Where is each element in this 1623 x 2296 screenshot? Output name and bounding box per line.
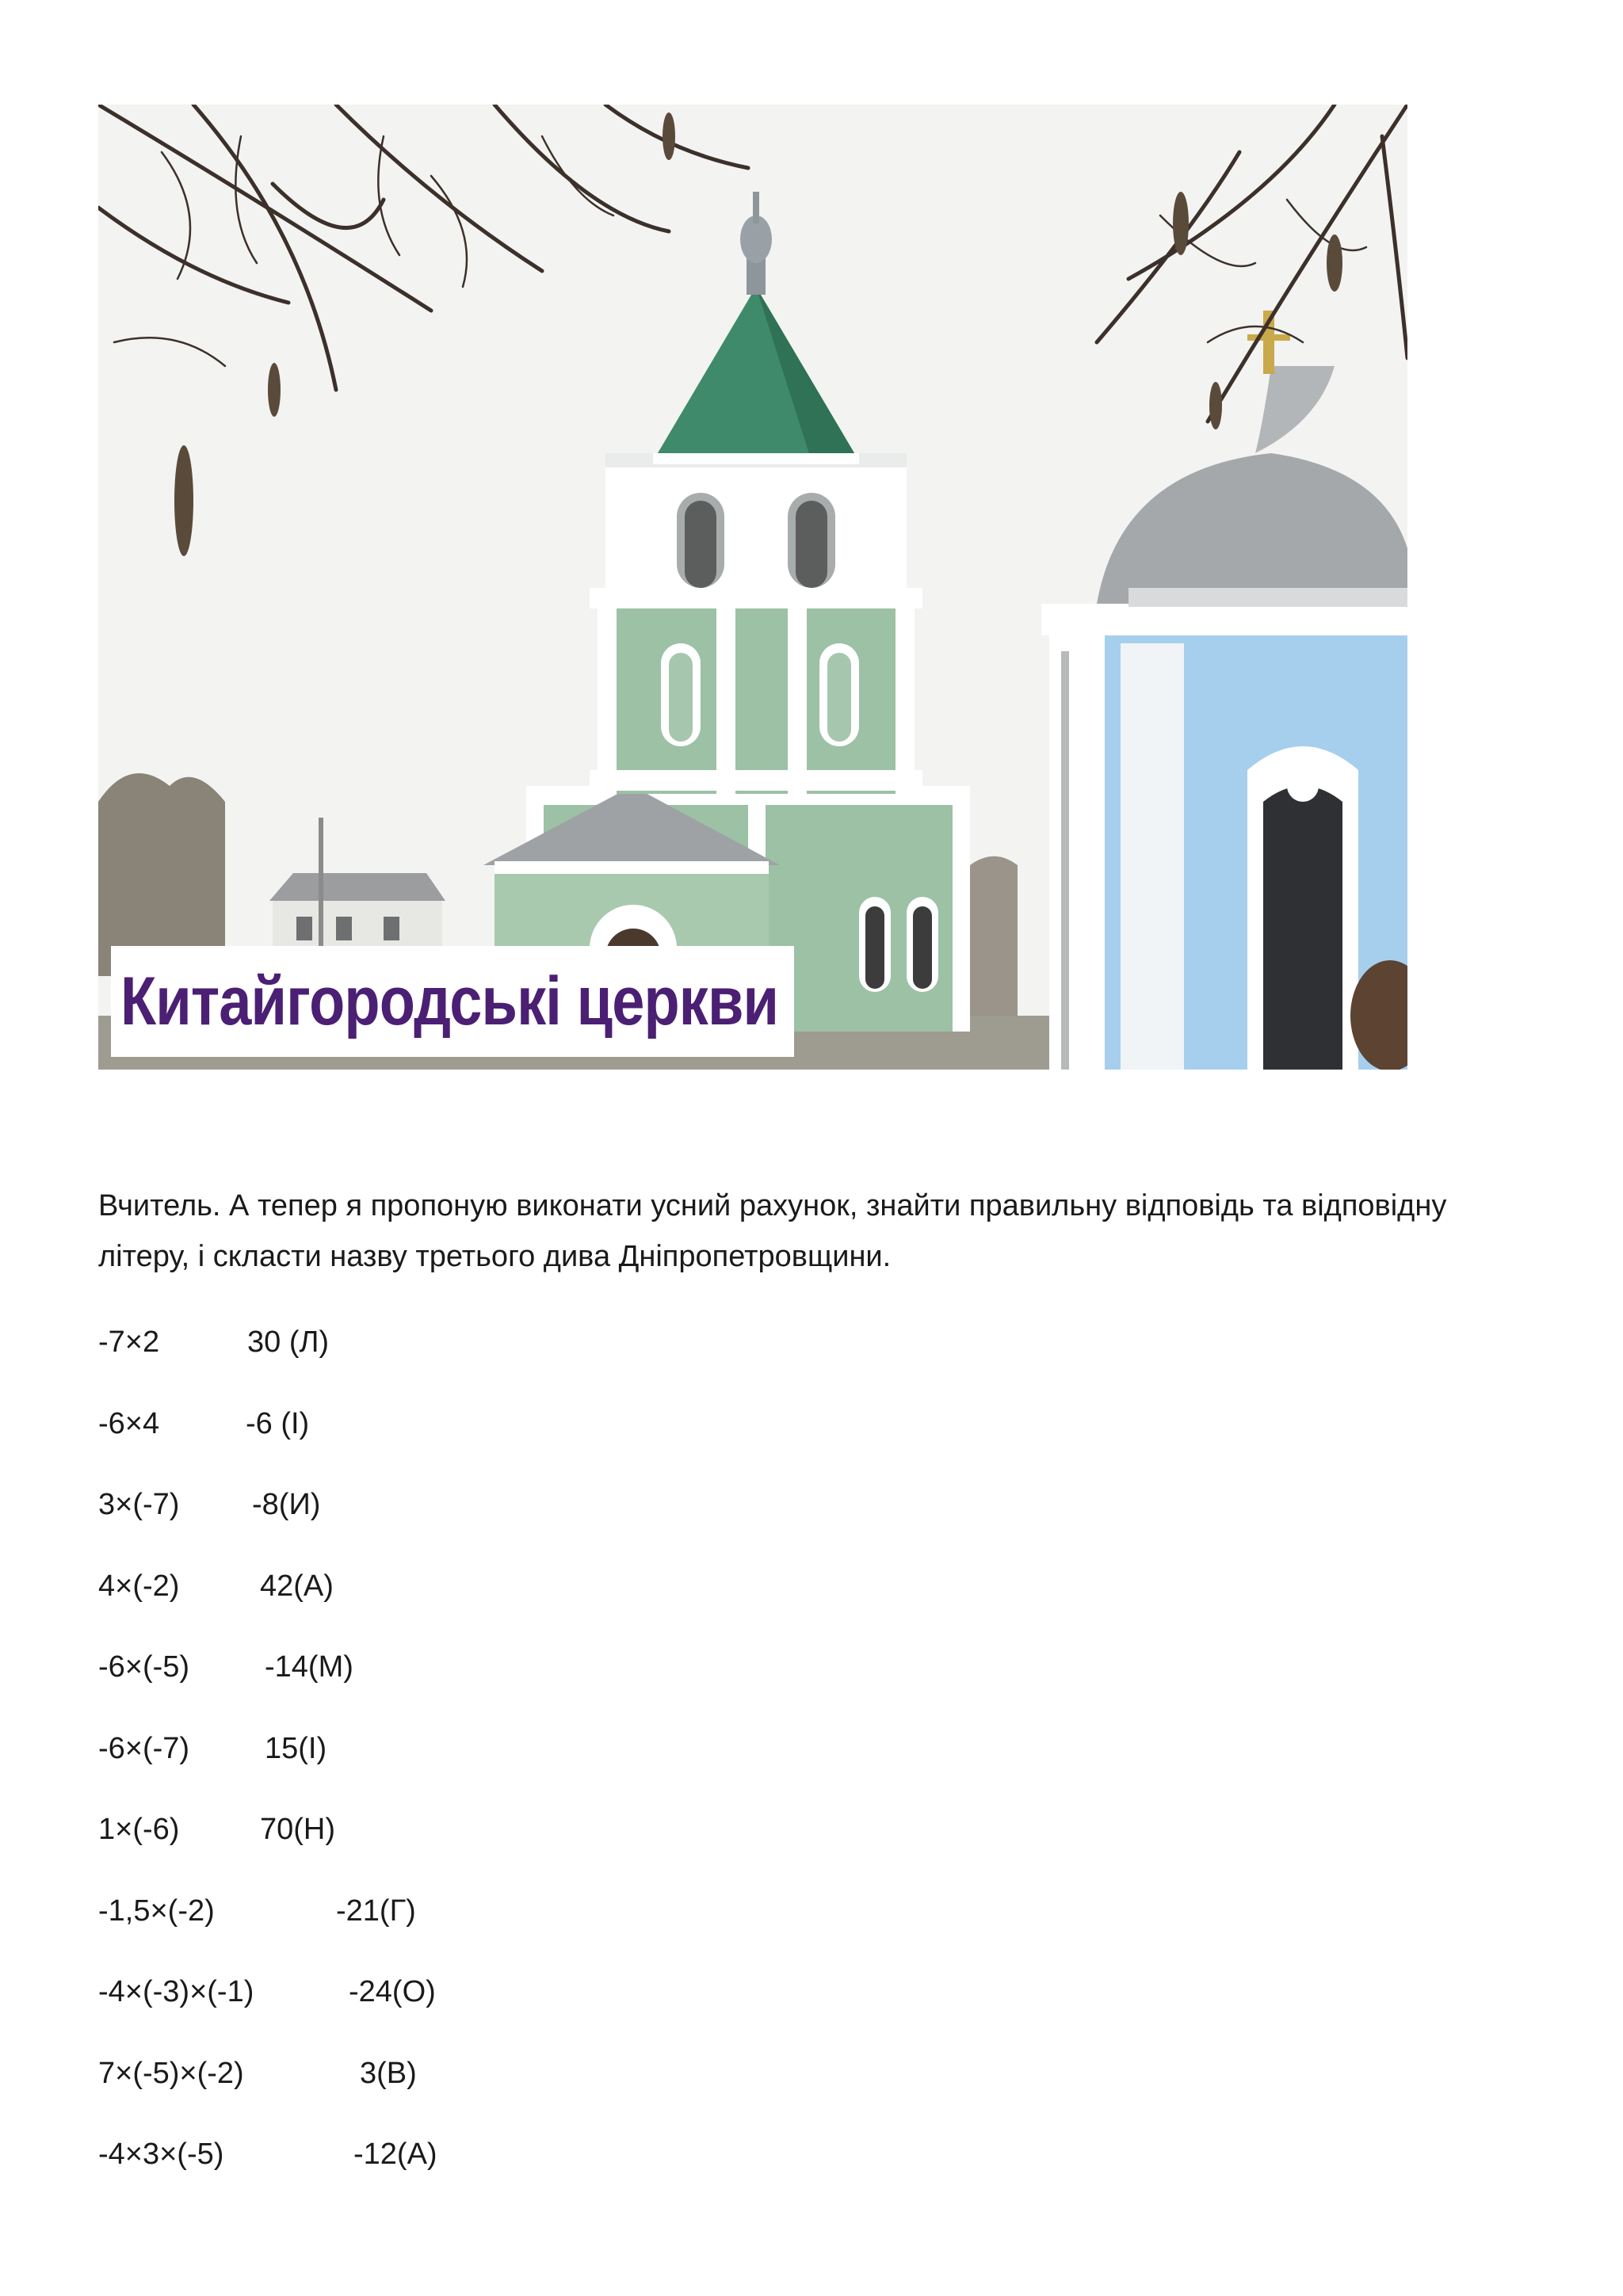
exercise-answer: 30 (Л) <box>247 1325 330 1359</box>
exercise-expression: 1×(-6) <box>98 1813 180 1846</box>
exercise-expression: -4×3×(-5) <box>98 2138 224 2171</box>
exercise-answer: -21(Г) <box>336 1894 416 1928</box>
exercise-expression: -6×(-5) <box>98 1650 190 1684</box>
exercise-answer: -6 (І) <box>246 1406 310 1440</box>
exercise-answer: -14(М) <box>265 1650 353 1684</box>
exercise-answer: -24(О) <box>349 1975 436 2008</box>
photo-caption <box>111 946 794 1057</box>
exercise-answer: 3(В) <box>360 2056 417 2090</box>
exercise-answer: 42(А) <box>260 1569 334 1603</box>
exercise-answer: -12(А) <box>353 2138 437 2171</box>
church-photo <box>98 105 1407 1070</box>
exercise-answer: 15(І) <box>265 1731 327 1765</box>
exercise-answer: 70(Н) <box>260 1813 336 1846</box>
exercise-expression: -6×4 <box>98 1406 160 1440</box>
exercise-expression: 4×(-2) <box>98 1569 180 1603</box>
intro-paragraph: Вчитель. А тепер я пропоную виконати усний рахунок, знайти правильну відповідь та відповідну літеру, і скласти назву третього дива Дніпропетровщини. <box>98 1189 1447 1273</box>
exercise-expression: 3×(-7) <box>98 1488 180 1521</box>
photo-caption-text: Китайгородські церкви <box>120 963 779 1039</box>
exercise-expression: -1,5×(-2) <box>98 1894 215 1928</box>
exercise-expression: -7×2 <box>98 1325 160 1359</box>
exercise-expression: 7×(-5)×(-2) <box>98 2056 244 2090</box>
church-illustration <box>98 105 1407 1070</box>
exercise-expression: -6×(-7) <box>98 1731 190 1765</box>
exercise-answer: -8(И) <box>252 1488 321 1521</box>
exercise-expression: -4×(-3)×(-1) <box>98 1975 254 2008</box>
